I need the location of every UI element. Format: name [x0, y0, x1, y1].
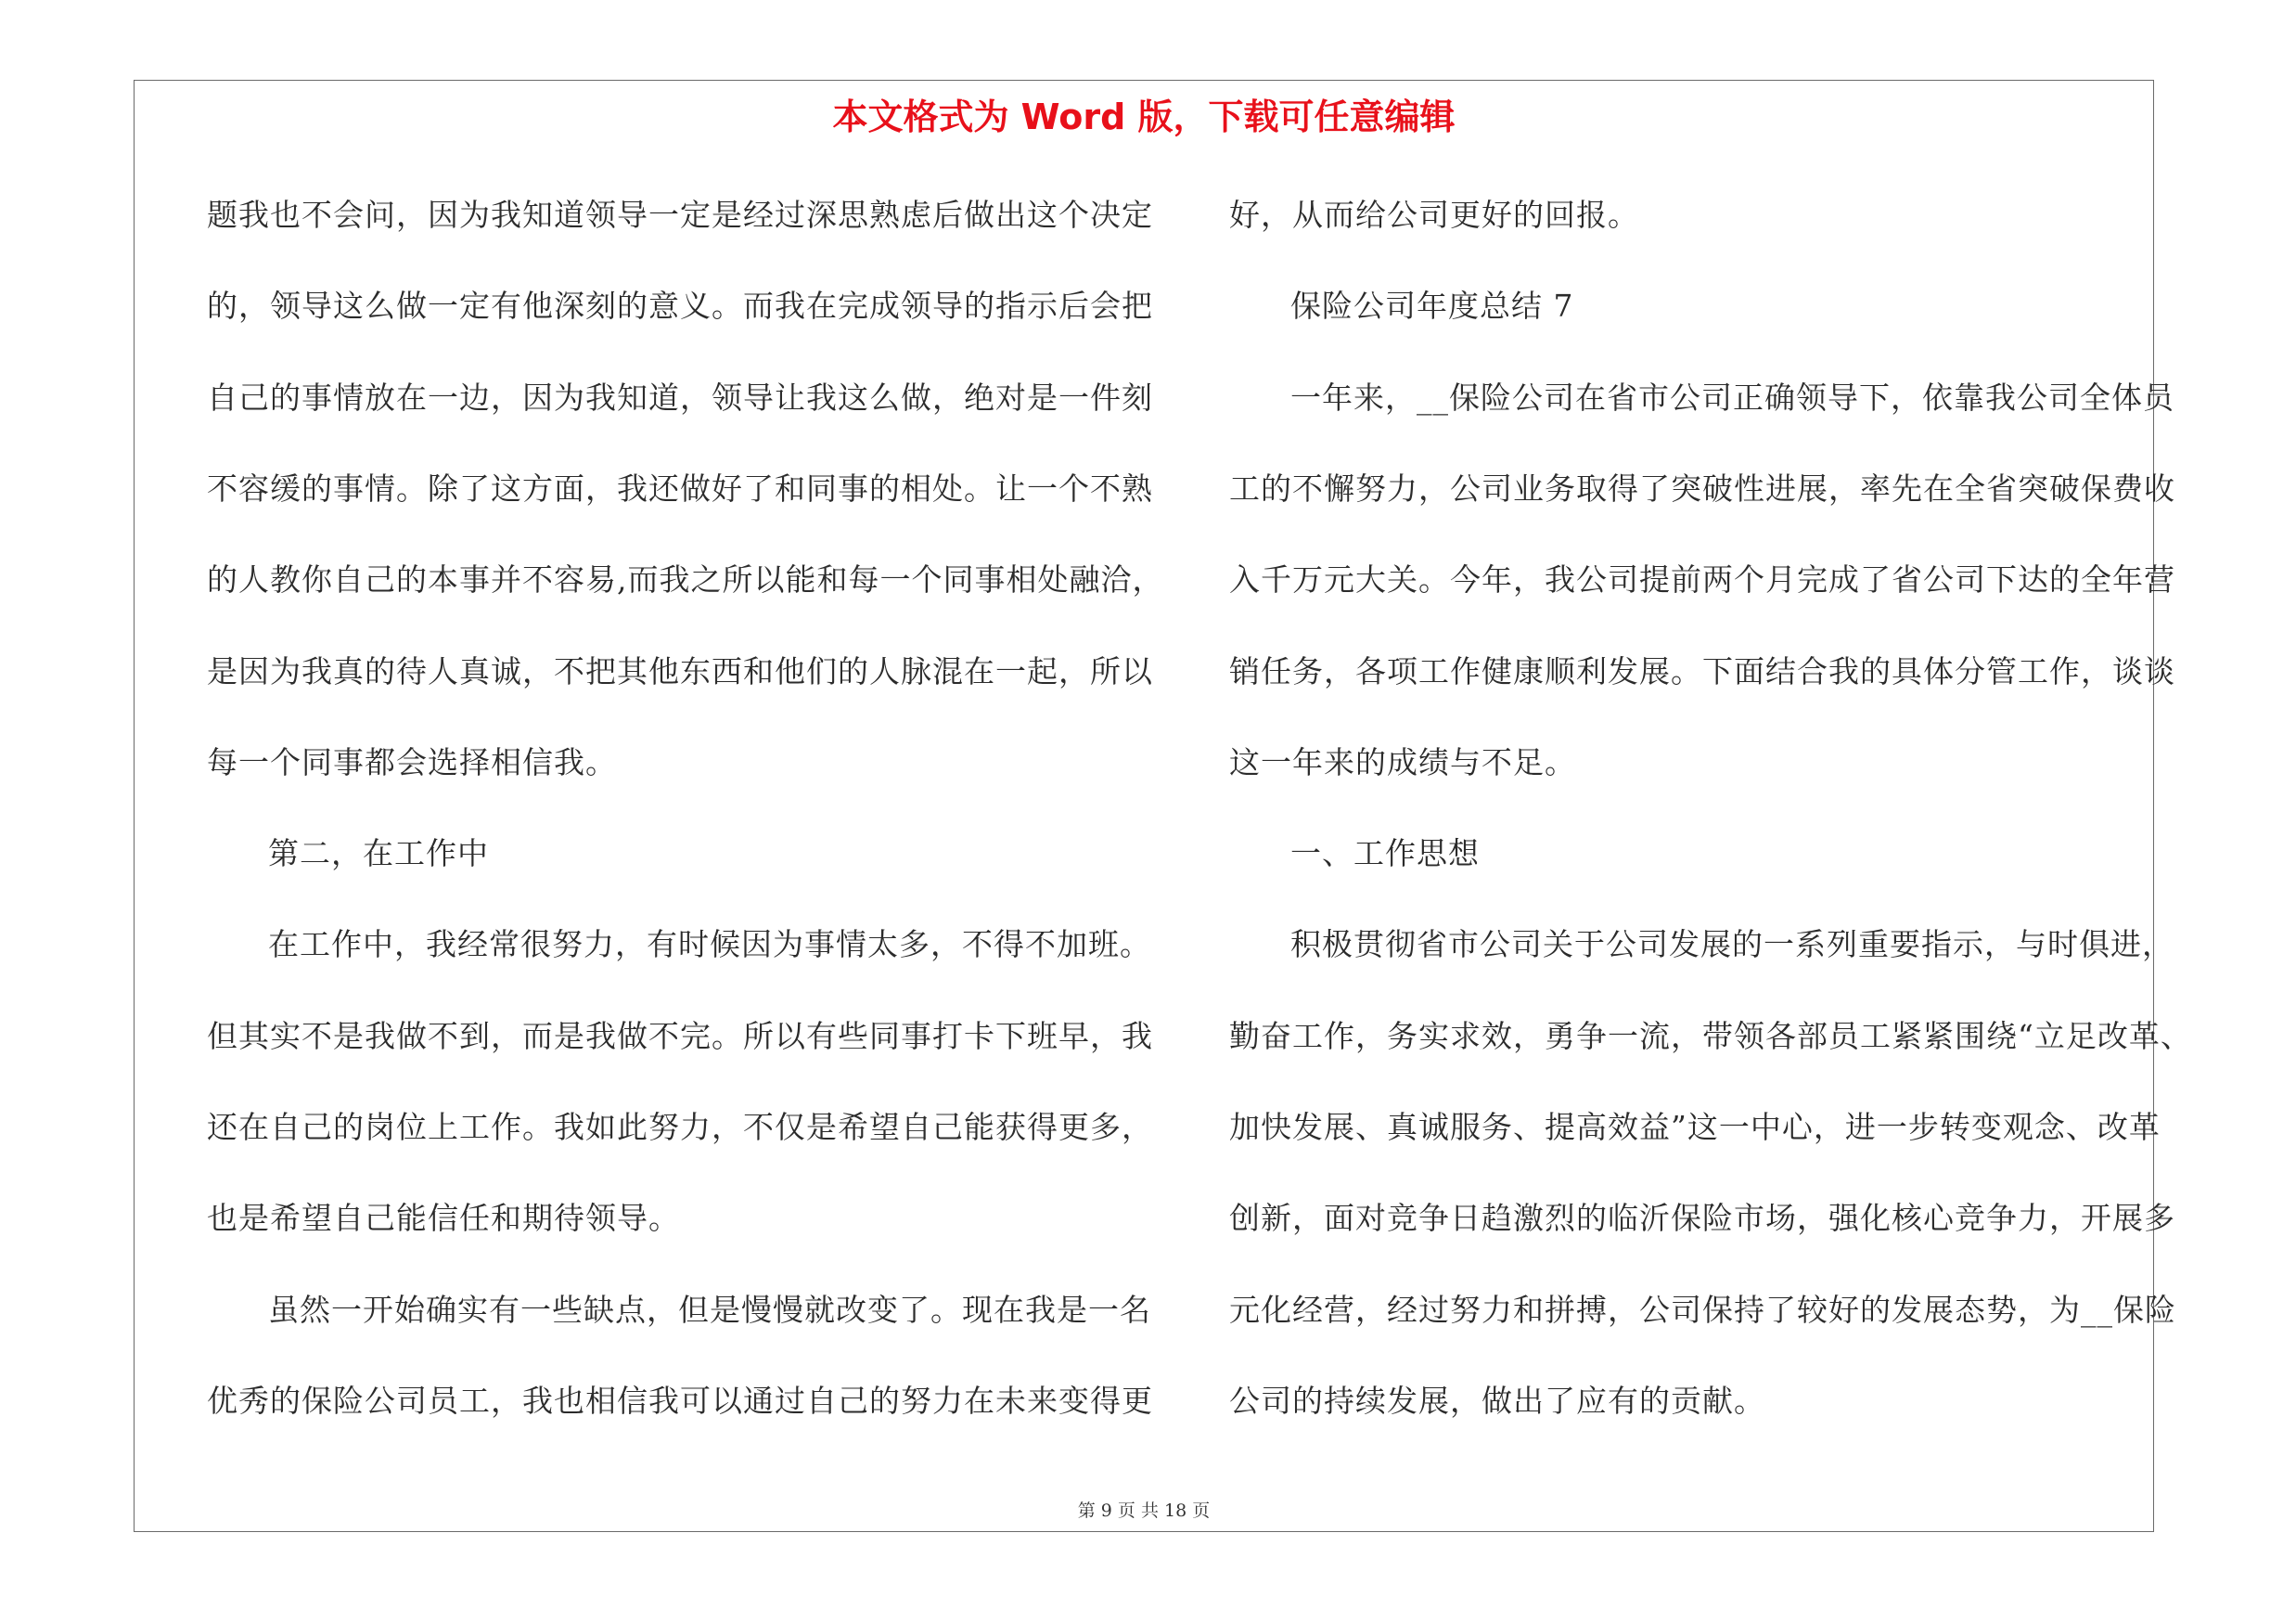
text-line: 一、工作思想 — [1290, 835, 1480, 871]
text-line: 的人教你自己的本事并不容易,而我之所以能和每一个同事相处融洽， — [207, 561, 1164, 598]
text-line: 虽然一开始确实有一些缺点，但是慢慢就改变了。现在我是一名 — [268, 1292, 1151, 1328]
text-line: 还在自己的岗位上工作。我如此努力，不仅是希望自己能获得更多， — [207, 1109, 1153, 1145]
text-line: 工的不懈努力，公司业务取得了突破性进展，率先在全省突破保费收 — [1229, 470, 2175, 507]
text-line: 一年来，__保险公司在省市公司正确领导下，依靠我公司全体员 — [1290, 380, 2174, 416]
text-line: 每一个同事都会选择相信我。 — [207, 744, 617, 780]
text-line: 在工作中，我经常很努力，有时候因为事情太多，不得不加班。 — [268, 926, 1151, 962]
text-line: 是因为我真的待人真诚，不把其他东西和他们的人脉混在一起，所以 — [207, 653, 1153, 689]
text-line: 自己的事情放在一边，因为我知道，领导让我这么做，绝对是一件刻 — [207, 380, 1153, 416]
text-line: 销任务，各项工作健康顺利发展。下面结合我的具体分管工作，谈谈 — [1229, 653, 2175, 689]
text-line: 也是希望自己能信任和期待领导。 — [207, 1200, 680, 1236]
text-line: 优秀的保险公司员工，我也相信我可以通过自己的努力在未来变得更 — [207, 1383, 1153, 1419]
text-line: 的，领导这么做一定有他深刻的意义。而我在完成领导的指示后会把 — [207, 288, 1153, 324]
text-line: 积极贯彻省市公司关于公司发展的一系列重要指示，与时俱进， — [1290, 926, 2174, 962]
text-line: 保险公司年度总结 7 — [1290, 288, 1574, 324]
text-line: 这一年来的成绩与不足。 — [1229, 744, 1576, 780]
document-page — [134, 80, 2192, 1532]
text-line: 但其实不是我做不到，而是我做不完。所以有些同事打卡下班早，我 — [207, 1018, 1153, 1054]
text-line: 公司的持续发展，做出了应有的贡献。 — [1229, 1383, 1765, 1419]
text-line: 元化经营，经过努力和拼搏，公司保持了较好的发展态势，为__保险 — [1229, 1292, 2176, 1328]
text-line: 不容缓的事情。除了这方面，我还做好了和同事的相处。让一个不熟 — [207, 470, 1153, 507]
text-line: 第二，在工作中 — [268, 835, 489, 871]
text-line: 入千万元大关。今年，我公司提前两个月完成了省公司下达的全年营 — [1229, 561, 2175, 598]
text-line: 题我也不会问，因为我知道领导一定是经过深思熟虑后做出这个决定 — [207, 197, 1153, 233]
text-line: 加快发展、真诚服务、提高效益”这一中心，进一步转变观念、改革 — [1229, 1109, 2161, 1145]
text-line: 勤奋工作，务实求效，勇争一流，带领各部员工紧紧围绕“立足改革、 — [1229, 1018, 2192, 1054]
text-line: 创新，面对竞争日趋激烈的临沂保险市场，强化核心竞争力，开展多 — [1229, 1200, 2175, 1236]
page-footer: 第 9 页 共 18 页 — [1077, 1501, 1211, 1521]
format-banner: 本文格式为 Word 版，下载可任意编辑 — [832, 97, 1456, 137]
text-line: 好，从而给公司更好的回报。 — [1229, 197, 1639, 233]
